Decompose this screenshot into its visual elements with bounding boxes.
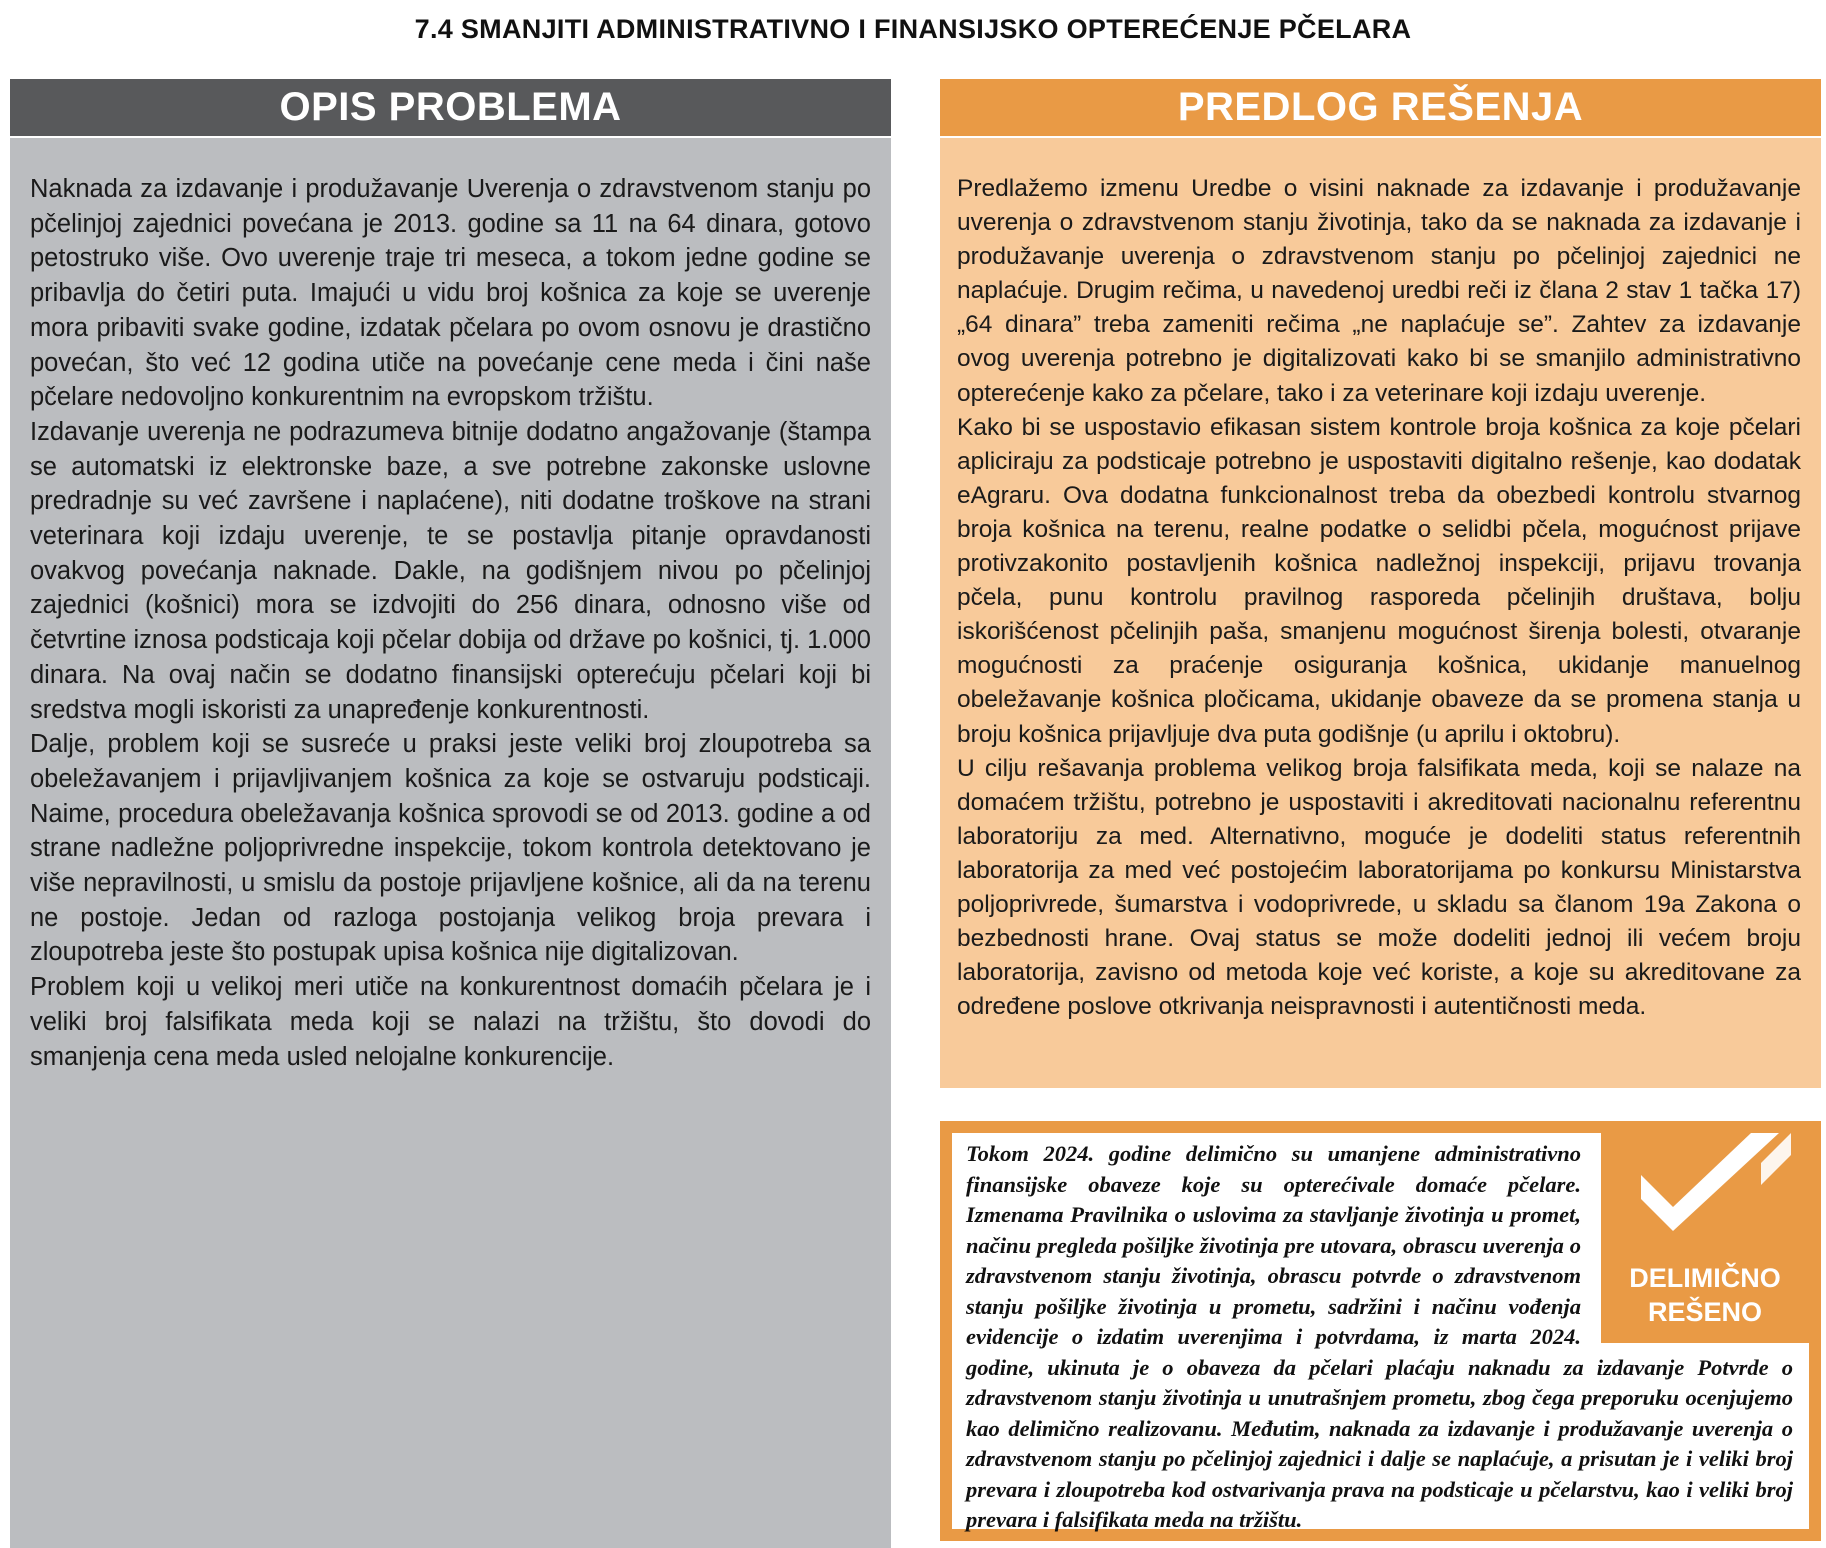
solution-header: PREDLOG REŠENJA <box>940 79 1821 136</box>
status-text-content: Tokom 2024. godine delimično su umanjene administrativno finansijske obaveze koje su opterećivale domaće pčelare. Izmenama Pravilnika o uslovima za stavljanje životinja u promet, načinu pregleda pošiljke životinja pre utovara, obrascu uverenja o zdravstvenom stanju životinja, obrascu potvrde o zdravstvenom stanju pošiljke životinja u prometu, sadržini i načinu vođenja evidencije o izdatim uverenjima i potvrdama, iz marta 2024. godine, ukinuta je o obaveza da pčelari plaćaju naknadu za izdavanje Potvrde o zdravstvenom stanju životinja u unutrašnjem prometu, zbog čega preporuku ocenjujemo kao delimično realizovanu. Međutim, naknada za izdavanje i produžavanje uverenja o zdravstvenom stanju po pčelinjoj zajednici i dalje se naplaćuje, a prisutan je i veliki broj prevara i zloupotreba kod ostvarivanja prava na podsticaje u pčelarstvu, kao i veliki broj prevara i falsifikata meda na tržištu. <box>966 1141 1793 1532</box>
problem-paragraph: Problem koji u velikoj meri utiče na konkurentnost domaćih pčelara je i veliki broj falsifikata meda koji se nalazi na tržištu, što dovodi do smanjenja cena meda usled nelojalne konkurencije. <box>30 973 871 1071</box>
solution-paragraph: U cilju rešavanja problema velikog broja falsifikata meda, koji se nalaze na domaćem tržištu, potrebno je uspostaviti i akreditovati nacionalnu referentnu laboratoriju za med. Alternativno, moguće je dodeliti status referentnih laboratorija za med već postojećim laboratorijama po konkursu Ministarstva poljoprivrede, šumarstva i vodoprivrede, u skladu sa članom 19a Zakona o bezbednosti hrane. Ovaj status se može dodeliti jednoj ili većem broju laboratorija, zavisno od metoda koje već koriste, a koje su akreditovane za određene poslove otkrivanja neispravnosti i autentičnosti meda. <box>957 754 1801 1021</box>
problem-panel <box>10 138 891 1548</box>
solution-paragraph: Predlažemo izmenu Uredbe o visini naknade za izdavanje i produžavanje uverenja o zdravstvenom stanju životinja, tako da se naknada za izdavanje i produžavanje uverenja o zdravstvenom stanju po pčelinjoj zajednici ne naplaćuje. Drugim rečima, u navedenoj uredbi reči iz člana 2 stav 1 tačka 17) „64 dinara” treba zameniti rečima „ne naplaćuje se”. Zahtev za izdavanje ovog uverenja potrebno je digitalizovati kako bi se smanjilo administrativno opterećenje kako za pčelare, tako i za veterinare koji izdaju uverenje. <box>957 175 1801 407</box>
solution-paragraph: Kako bi se uspostavio efikasan sistem kontrole broja košnica za koje pčelari apliciraju za podsticaje potrebno je uspostaviti digitalno rešenje, kao dodatak eAgraru. Ova dodatna funkcionalnost treba da obezbedi kontrolu stvarnog broja košnica na terenu, realne podatke o selidbi pčela, mogućnost prijave protivzakonito postavljenih košnica nadležnoj inspekciji, prijavu trovanja pčela, punu kontrolu pravilnog rasporeda pčelinjih društava, bolju iskorišćenost pčelinjih paša, smanjenu mogućnost širenja bolesti, otvaranje mogućnosti za praćenje osiguranja košnica, ukidanje manuelnog obeležavanje košnica pločicama, ukidanje obaveze da se promena stanja u broju košnica prijavljuje dva puta godišnje (u aprilu i oktobru). <box>957 413 1801 748</box>
problem-paragraph: Izdavanje uverenja ne podrazumeva bitnije dodatno angažovanje (štampa se automatski iz elektronske baze, a sve potrebne zakonske uslovne predradnje su već završene i naplaćene), niti dodatne troškove na strani veterinara koji izdaju uverenje, te se postavlja pitanje opravdanosti ovakvog povećanja naknade. Dakle, na godišnjem nivou po pčelinjoj zajednici (košnici) mora se izdvojiti do 256 dinara, odnosno više od četvrtine iznosa podsticaja koji pčelar dobija od države po košnici, tj. 1.000 dinara. Na ovaj način se dodatno finansijski opterećuju pčelari koji bi sredstva mogli iskoristi za unapređenje konkurentnosti. <box>30 417 871 724</box>
solution-panel <box>940 138 1821 1088</box>
status-badge <box>1601 1133 1809 1343</box>
section-title: 7.4 SMANJITI ADMINISTRATIVNO I FINANSIJSKO OPTEREĆENJE PČELARA <box>414 14 1412 44</box>
checkmark-icon <box>1601 1133 1809 1263</box>
problem-paragraph: Naknada za izdavanje i produžavanje Uverenja o zdravstvenom stanju po pčelinjoj zajednici povećana je 2013. godine sa 11 na 64 dinara, gotovo petostruko više. Ovo uverenje traje tri meseca, a tokom jedne godine se pribavlja do četiri puta. Imajući u vidu broj košnica za koje se uverenje mora pribaviti svake godine, izdatak pčelara po ovom osnovu je drastično povećan, što već 12 godina utiče na povećanje cene meda i čini naše pčelare nedovoljno konkurentnim na evropskom tržištu. <box>30 175 871 412</box>
problem-header: OPIS PROBLEMA <box>10 79 891 136</box>
status-badge-label: DELIMIČNO REŠENO <box>1629 1263 1781 1327</box>
status-box-inner <box>952 1133 1809 1532</box>
problem-paragraph: Dalje, problem koji se susreće u praksi jeste veliki broj zloupotreba sa obeležavanjem i prijavljivanjem košnica za koje se ostvaruju podsticaji. Naime, procedura obeležavanja košnica sprovodi se od 2013. godine a od strane nadležne poljoprivredne inspekcije, tokom kontrola detektovano je više nepravilnosti, u smislu da postoje prijavljene košnice, ali da na terenu ne postoje. Jedan od razloga postojanja velikog broja prevara i zloupotreba jeste što postupak upisa košnica nije digitalizovan. <box>30 730 871 967</box>
status-box <box>940 1121 1821 1541</box>
